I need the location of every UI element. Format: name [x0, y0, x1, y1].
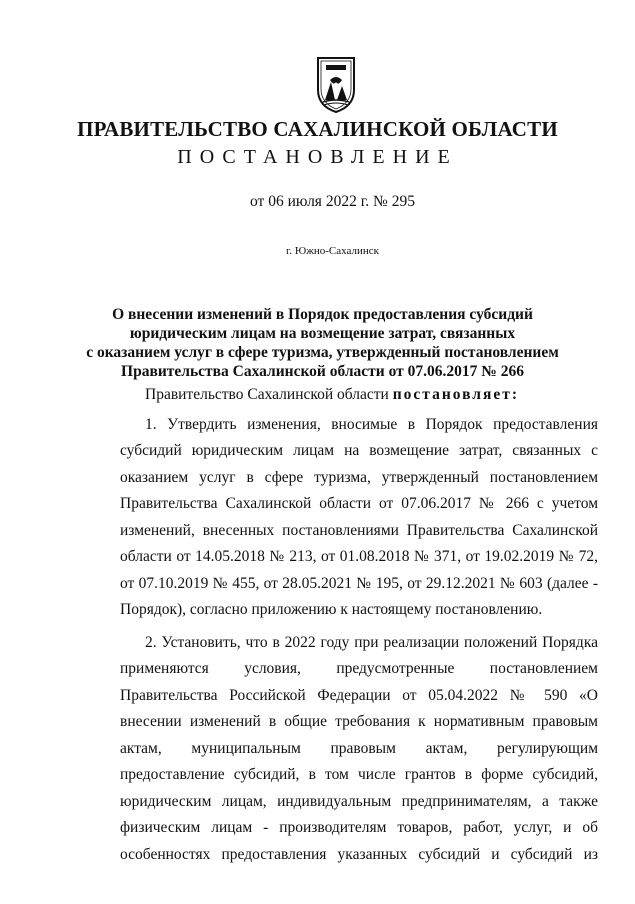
document-date-number: от 06 июля 2022 г. № 295	[250, 193, 415, 210]
document-title	[60, 305, 585, 381]
document-city: г. Южно-Сахалинск	[286, 245, 379, 257]
paragraph-1: 1. Утвердить изменения, вносимые в Порядок предоставления субсидий юридическим лицам на возмещение затрат, связанных с оказанием услуг в сфере туризма, утвержденный постановлением Правительства Сахалинской области от 07.06.2017 № 266 с учетом изменений, внесенных постановлениями Правительства Сахалинской области от 14.05.2018 № 213, от 01.08.2018 № 371, от 19.02.2019 № 72, от 07.10.2019 № 455, от 28.05.2021 № 195, от 29.12.2021 № 603 (далее - Порядок), согласно приложению к настоящему постановлению.	[120, 415, 598, 618]
document-body	[120, 382, 598, 874]
title-line: О внесении изменений в Порядок предоставления субсидий	[112, 306, 533, 323]
organization-name: ПРАВИТЕЛЬСТВО САХАЛИНСКОЙ ОБЛАСТИ	[77, 117, 558, 141]
title-line: с оказанием услуг в сфере туризма, утвержденный постановлением	[86, 344, 559, 361]
intro-text: Правительство Сахалинской области	[145, 386, 393, 403]
paragraph-2: 2. Установить, что в 2022 году при реализации положений Порядка применяются условия, предусмотренные постановлением Правительства Российской Федерации от 05.04.2022 № 590 «О внесении изменений в общие требования к нормативным правовым актам, муниципальным правовым актам, регулирующим предоставление субсидий, в том числе грантов в форме субсидий, юридическим лицам, индивидуальным предпринимателям, а также физическим лицам - производителям товаров, работ, услуг, и об особенностях предоставления указанных субсидий и субсидий из	[120, 633, 598, 863]
document-type: ПОСТАНОВЛЕНИЕ	[177, 146, 458, 168]
title-line: Правительства Сахалинской области от 07.06.2017 № 266	[121, 363, 524, 380]
sakhalin-coat-of-arms-icon	[312, 56, 360, 114]
intro-emphasis: постановляет:	[392, 386, 520, 403]
title-line: юридическим лицам на возмещение затрат, связанных	[129, 325, 516, 342]
resolution-intro	[120, 382, 598, 409]
